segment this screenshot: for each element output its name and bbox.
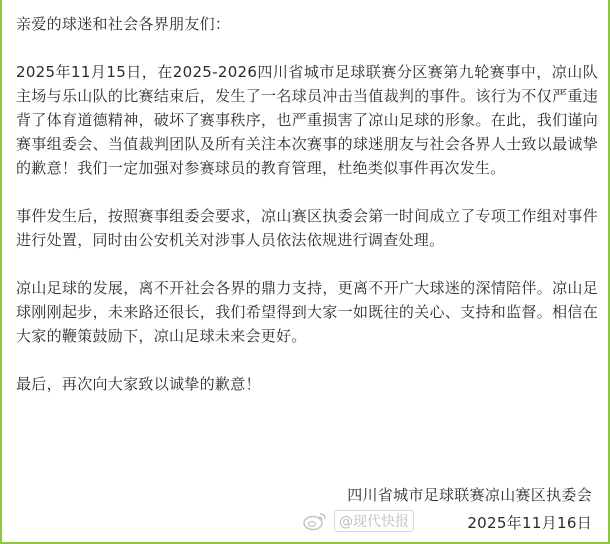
paragraph-handling: 事件发生后，按照赛事组委会要求，凉山赛区执委会第一时间成立了专项工作组对事件进行处置，同时由公安机关对涉事人员依法依规进行调查处理。: [16, 207, 598, 249]
signature-date: 2025年11月16日: [467, 514, 592, 532]
watermark-text: @现代快报: [334, 510, 414, 532]
document-body: [16, 12, 598, 420]
watermark: [302, 510, 414, 532]
paragraph-closing: 最后，再次向大家致以诚挚的歉意！: [16, 375, 261, 393]
signature-organization: 四川省城市足球联赛凉山赛区执委会: [347, 486, 592, 504]
paragraph-support: 凉山足球的发展，离不开社会各界的鼎力支持，更离不开广大球迷的深情陪伴。凉山足球刚刚起步，未来路还很长，我们希望得到大家一如既往的关心、支持和监督。相信在大家的鞭策鼓励下，凉山足球未来会更好。: [16, 279, 598, 345]
salutation: 亲爱的球迷和社会各界朋友们：: [16, 15, 231, 33]
paragraph-incident: 2025年11月15日，在2025-2026四川省城市足球联赛分区赛第九轮赛事中，凉山队主场与乐山队的比赛结束后，发生了一名球员冲击当值裁判的事件。该行为不仅严重违背了体育道德精神，破坏了赛事秩序，也严重损害了凉山足球的形象。在此，我们谨向赛事组委会、当值裁判团队及所有关注本次赛事的球迷朋友与社会各界人士致以最诚挚的歉意！我们一定加强对参赛球员的教育管理，杜绝类似事件再次发生。: [16, 63, 598, 177]
weibo-logo-icon: [302, 511, 328, 531]
